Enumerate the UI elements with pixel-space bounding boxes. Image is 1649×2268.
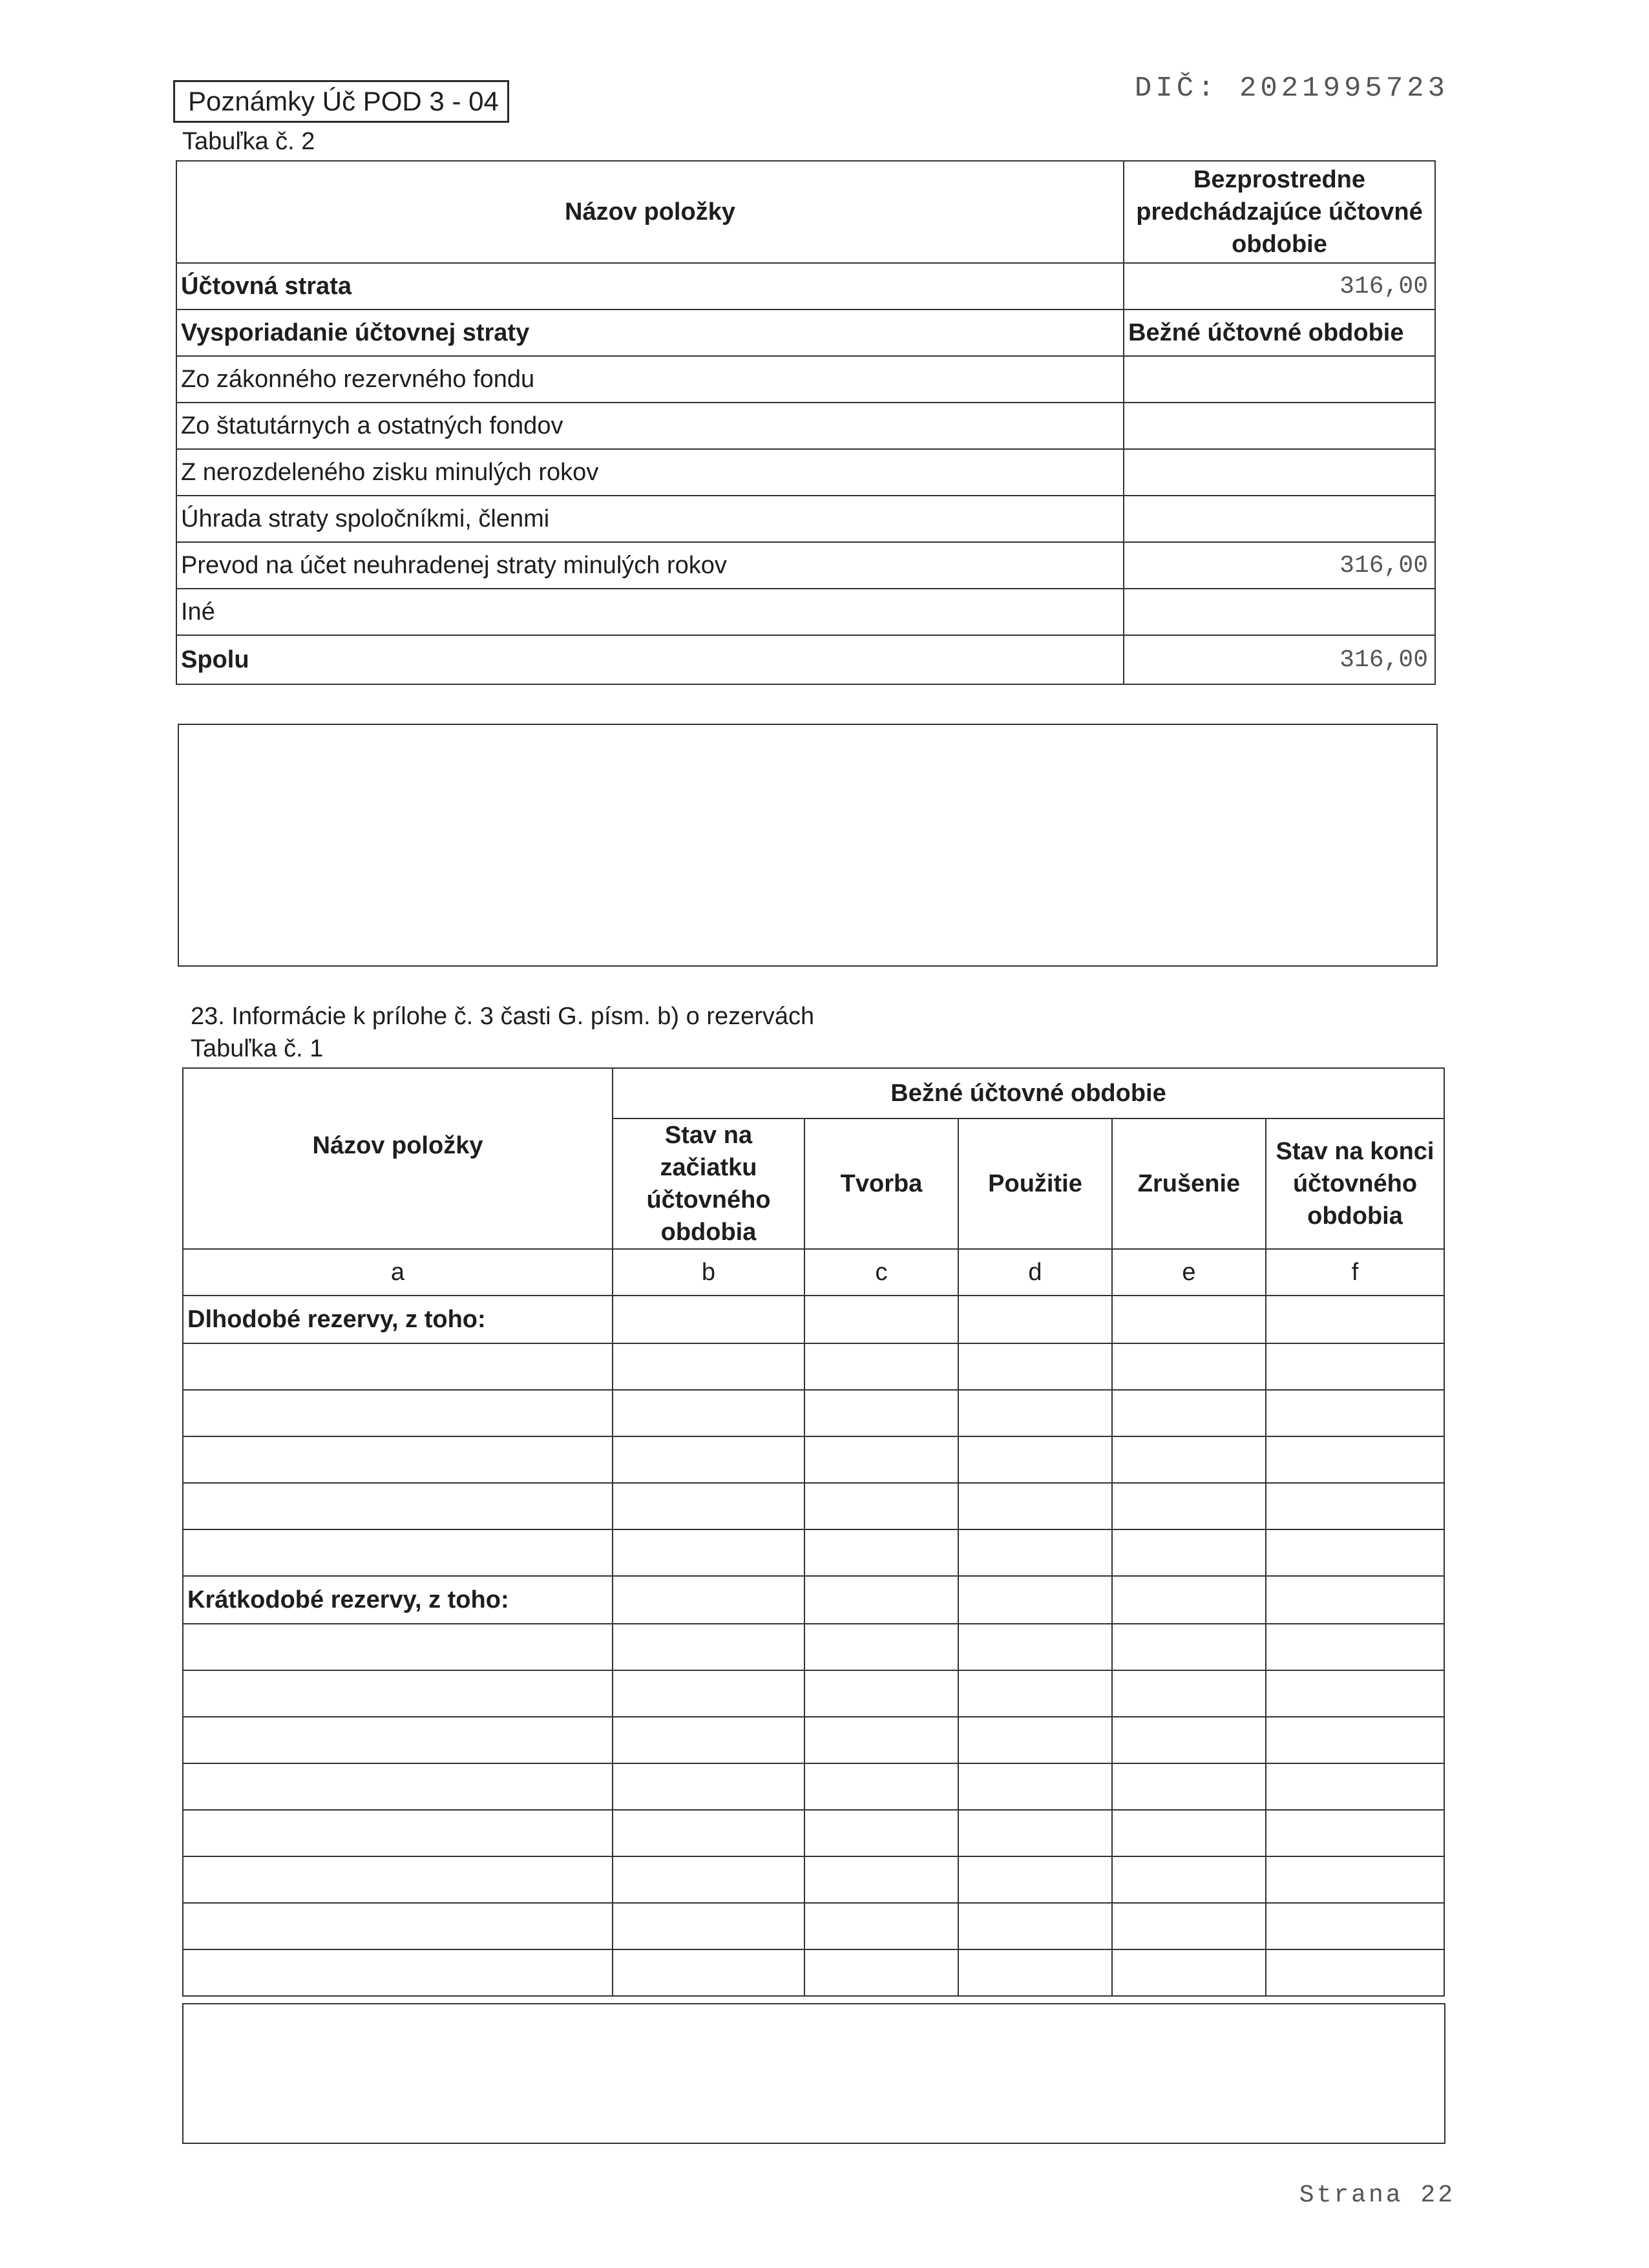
table-row — [183, 1529, 1444, 1576]
row-value — [1124, 496, 1435, 542]
row-value — [1124, 403, 1435, 449]
table-row — [176, 589, 1435, 635]
table-row — [183, 1483, 1444, 1529]
total-value: 316,00 — [1124, 635, 1435, 684]
settlement-label: Vysporiadanie účtovnej straty — [176, 310, 1124, 356]
period-header: Bežné účtovné obdobie — [613, 1068, 1444, 1118]
tax-id: DIČ: 2021995723 — [1134, 72, 1449, 105]
table-row — [183, 1717, 1444, 1763]
row-label: Iné — [176, 589, 1124, 635]
table-row — [183, 1763, 1444, 1810]
table-row — [183, 1949, 1444, 1996]
table-row — [176, 449, 1435, 496]
col-letter-f: f — [1266, 1249, 1444, 1296]
col-letter-d: d — [958, 1249, 1112, 1296]
table-row — [176, 403, 1435, 449]
row-value — [1124, 449, 1435, 496]
form-label: Poznámky Úč POD 3 - 04 — [173, 80, 509, 123]
loss-settlement-table — [176, 160, 1436, 685]
col-header-previous-period: Bezprostredne predchádzajúce účtovné obdobie — [1124, 161, 1435, 263]
loss-previous-value: 316,00 — [1124, 263, 1435, 310]
notes-box-2 — [182, 2003, 1445, 2144]
col-header-release: Zrušenie — [1112, 1118, 1266, 1249]
table-row — [183, 1856, 1444, 1903]
table2-caption: Tabuľka č. 2 — [182, 128, 315, 155]
col-letter-b: b — [613, 1249, 804, 1296]
row-label: Z nerozdeleného zisku minulých rokov — [176, 449, 1124, 496]
row-label: Zo zákonného rezervného fondu — [176, 356, 1124, 403]
col-header-opening: Stav na začiatku účtovného obdobia — [613, 1118, 804, 1249]
table-row — [183, 1810, 1444, 1856]
section-23-title: 23. Informácie k prílohe č. 3 časti G. písm. b) o rezervách — [191, 1003, 815, 1030]
row-value — [1124, 589, 1435, 635]
col-letter-e: e — [1112, 1249, 1266, 1296]
table-row — [176, 496, 1435, 542]
col-header-name: Názov položky — [176, 161, 1124, 263]
col-header-creation: Tvorba — [804, 1118, 958, 1249]
row-label: Úhrada straty spoločníkmi, členmi — [176, 496, 1124, 542]
row-value: 316,00 — [1124, 542, 1435, 589]
col-header-current-period: Bežné účtovné obdobie — [1124, 310, 1435, 356]
col-header-closing: Stav na konci účtovného obdobia — [1266, 1118, 1444, 1249]
col-letter-a: a — [183, 1249, 613, 1296]
total-label: Spolu — [176, 635, 1124, 684]
table-row — [183, 1903, 1444, 1949]
col-header-name: Názov položky — [183, 1068, 613, 1249]
long-term-reserves-label: Dlhodobé rezervy, z toho: — [183, 1296, 613, 1343]
table-row — [183, 1624, 1444, 1670]
section-23-caption: Tabuľka č. 1 — [191, 1035, 324, 1062]
table-row — [183, 1670, 1444, 1717]
row-label: Zo štatutárnych a ostatných fondov — [176, 403, 1124, 449]
short-term-reserves-label: Krátkodobé rezervy, z toho: — [183, 1576, 613, 1624]
table-row — [183, 1436, 1444, 1483]
notes-box-1 — [178, 724, 1438, 967]
table-row — [176, 356, 1435, 403]
col-letter-c: c — [804, 1249, 958, 1296]
reserves-table — [182, 1067, 1445, 1997]
table-row — [176, 542, 1435, 589]
loss-label: Účtovná strata — [176, 263, 1124, 310]
table-row — [183, 1390, 1444, 1436]
page-number: Strana 22 — [1299, 2181, 1455, 2209]
col-header-use: Použitie — [958, 1118, 1112, 1249]
row-label: Prevod na účet neuhradenej straty minulých rokov — [176, 542, 1124, 589]
table-row — [183, 1343, 1444, 1390]
row-value — [1124, 356, 1435, 403]
